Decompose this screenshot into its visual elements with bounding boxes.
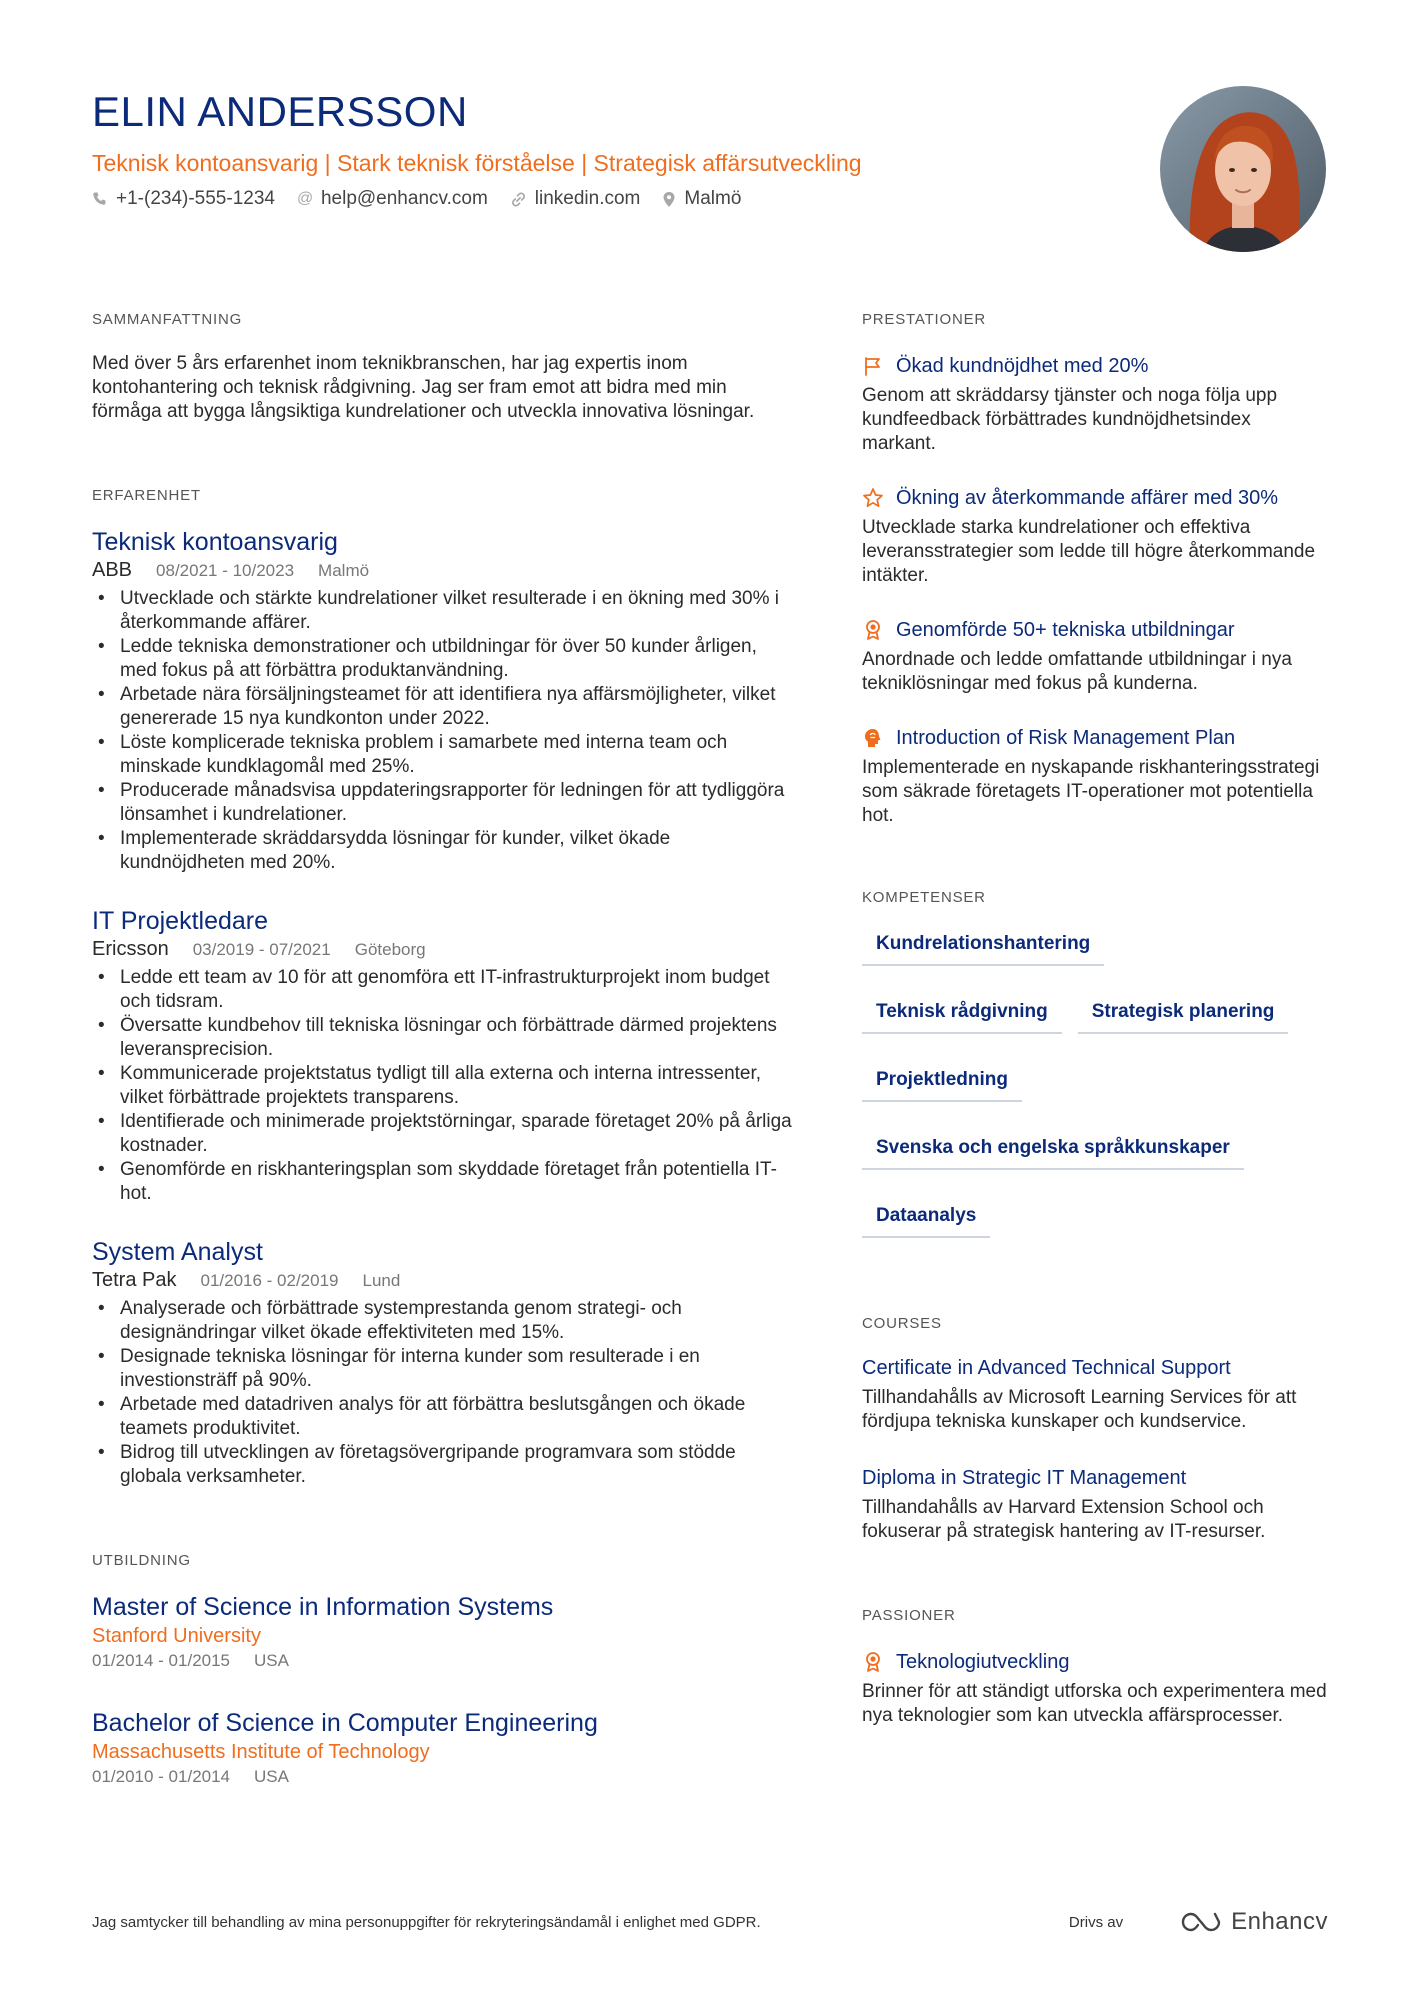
passion-head (862, 1648, 1327, 1676)
at-icon: @ (296, 190, 314, 207)
experience-section (92, 486, 792, 1489)
achievement-item (862, 484, 1327, 588)
course-text: Tillhandahålls av Harvard Extension School och fokuserar på strategisk hantering av IT-resurser. (862, 1497, 1266, 1542)
summary-section (92, 310, 792, 424)
achievement-title: Introduction of Risk Management Plan (896, 727, 1236, 749)
job-bullet: • Bidrog till utvecklingen av företagsövergripande programvara som stödde globala verksamheter. (92, 1441, 792, 1489)
candidate-name: ELIN ANDERSSON (92, 88, 468, 135)
job-company: Ericsson (92, 938, 169, 960)
job-bullet: • Utvecklade och stärkte kundrelationer vilket resulterade i en ökning med 30% i återkommande affärer. (92, 587, 792, 635)
job-title: IT Projektledare (92, 907, 269, 935)
job-bullet: • Designade tekniska lösningar för interna kunder som resulterade i en investionsträff på 90%. (92, 1345, 792, 1393)
job-location: Lund (362, 1271, 401, 1290)
candidate-tagline: Teknisk kontoansvarig | Stark teknisk förståelse | Strategisk affärsutveckling (92, 150, 862, 176)
skill-tag: Teknisk rådgivning (862, 994, 1062, 1034)
page-footer (92, 1908, 1328, 1936)
driven-by-label: Drivs av (1068, 1913, 1124, 1931)
achievement-text: Anordnade och ledde omfattande utbildningar i nya tekniklösningar med fokus på kunderna. (862, 649, 1292, 694)
education-entry (92, 1591, 792, 1673)
skills-section (862, 888, 1327, 1238)
section-title-skills: KOMPETENSER (862, 889, 986, 906)
contact-phone-text: +1-(234)-555-1234 (116, 188, 275, 209)
job-bullet: • Ledde ett team av 10 för att genomföra ett IT-infrastrukturprojekt inom budget och tidsram. (92, 966, 792, 1014)
job-bullet: • Arbetade nära försäljningsteamet för att identifiera nya affärsmöjligheter, vilket genererade 15 nya kundkonton under 2022. (92, 683, 792, 731)
job-dates: 03/2019 - 07/2021 (192, 940, 331, 959)
left-column (92, 310, 792, 1789)
contact-email[interactable] (297, 186, 488, 212)
education-meta (92, 1649, 792, 1673)
job-bullet: • Arbetade med datadriven analys för att förbättra beslutsgången och ökade teamets produktivitet. (92, 1393, 792, 1441)
job-company: ABB (92, 559, 133, 581)
skill-tag: Dataanalys (862, 1198, 990, 1238)
skill-tag: Projektledning (862, 1062, 1022, 1102)
achievement-text: Implementerade en nyskapande riskhanteringsstrategi som säkrade företagets IT-operationer mot potentiella hot. (862, 757, 1320, 826)
job-bullets (92, 1297, 792, 1489)
link-icon (510, 191, 527, 208)
job-bullet: • Genomförde en riskhanteringsplan som skyddade företaget från potentiella IT-hot. (92, 1158, 792, 1206)
courses-section (862, 1314, 1327, 1544)
section-title-achievements: PRESTATIONER (862, 311, 987, 328)
section-title-experience: ERFARENHET (92, 487, 201, 504)
contact-email-text: help@enhancv.com (320, 188, 488, 209)
job-bullet: • Identifierade och minimerade projektstörningar, sparade företaget 20% på årliga kostnader. (92, 1110, 792, 1158)
section-title-summary: SAMMANFATTNING (92, 311, 243, 328)
avatar (1160, 86, 1326, 252)
achievement-head (862, 724, 1327, 752)
skills-list (862, 926, 1327, 1238)
skill-tag: Kundrelationshantering (862, 926, 1104, 966)
profile-photo (1160, 86, 1326, 252)
brain-icon (862, 727, 884, 749)
skill-tag: Svenska och engelska språkkunskaper (862, 1130, 1244, 1170)
contact-location (662, 186, 741, 212)
section-title-education: UTBILDNING (92, 1552, 191, 1569)
school-name: Massachusetts Institute of Technology (92, 1741, 430, 1763)
right-column (862, 310, 1327, 1728)
section-title-courses: COURSES (862, 1315, 942, 1332)
achievement-head (862, 616, 1327, 644)
degree-title: Master of Science in Information Systems (92, 1593, 554, 1621)
job-entry (92, 526, 792, 875)
award-icon (862, 1651, 884, 1673)
contact-phone[interactable] (92, 186, 275, 212)
achievement-title: Genomförde 50+ tekniska utbildningar (896, 619, 1235, 641)
section-title-passions: PASSIONER (862, 1607, 956, 1624)
flag-icon (862, 355, 884, 377)
job-bullet: • Analyserade och förbättrade systemprestanda genom strategi- och designändringar vilket ökade effektiviteten med 15%. (92, 1297, 792, 1345)
achievement-item (862, 352, 1327, 456)
school-name: Stanford University (92, 1625, 261, 1647)
job-location: Göteborg (354, 940, 426, 959)
job-bullet: • Översatte kundbehov till tekniska lösningar och förbättrade därmed projektens leveransprecision. (92, 1014, 792, 1062)
contact-list (92, 186, 1142, 212)
skill-tag: Strategisk planering (1078, 994, 1289, 1034)
job-entry (92, 905, 792, 1206)
achievement-title: Ökning av återkommande affärer med 30% (896, 487, 1279, 509)
education-entry (92, 1707, 792, 1789)
achievement-text: Genom att skräddarsy tjänster och noga följa upp kundfeedback förbättrades kundnöjdhetsindex markant. (862, 385, 1278, 454)
achievement-head (862, 484, 1327, 512)
job-meta (92, 1268, 792, 1293)
job-bullet: • Producerade månadsvisa uppdateringsrapporter för ledningen för att tydliggöra lönsamhet i kundrelationer. (92, 779, 792, 827)
passion-title: Teknologiutveckling (896, 1651, 1070, 1673)
job-bullets (92, 966, 792, 1206)
contact-location-text: Malmö (684, 188, 742, 209)
job-meta (92, 937, 792, 962)
gdpr-consent: Jag samtycker till behandling av mina personuppgifter för rekryteringsändamål i enlighet med GDPR. (92, 1913, 761, 1931)
job-bullets (92, 587, 792, 875)
achievement-title: Ökad kundnöjdhet med 20% (896, 355, 1149, 377)
course-item (862, 1354, 1327, 1434)
education-location: USA (254, 1651, 289, 1670)
contact-linkedin[interactable] (510, 186, 641, 212)
job-title: System Analyst (92, 1238, 263, 1266)
job-bullet: • Ledde tekniska demonstrationer och utbildningar för över 50 kunder årligen, med fokus på att förbättra produktanvändning. (92, 635, 792, 683)
education-section (92, 1551, 792, 1789)
job-bullet: • Löste komplicerade tekniska problem i samarbete med interna team och minskade kundklagomål med 25%. (92, 731, 792, 779)
job-location: Malmö (318, 561, 370, 580)
job-bullet: • Implementerade skräddarsydda lösningar för kunder, vilket ökade kundnöjdheten med 20%. (92, 827, 792, 875)
enhancv-brand-name: Enhancv (1231, 1908, 1328, 1935)
course-title: Diploma in Strategic IT Management (862, 1467, 1187, 1489)
passion-item (862, 1648, 1327, 1728)
job-dates: 01/2016 - 02/2019 (200, 1271, 339, 1290)
course-text: Tillhandahålls av Microsoft Learning Services för att fördjupa tekniska kunskaper och kundservice. (862, 1387, 1297, 1432)
achievement-text: Utvecklade starka kundrelationer och effektiva leveransstrategier som ledde till högre återkommande intäkter. (862, 517, 1316, 586)
course-title: Certificate in Advanced Technical Support (862, 1357, 1231, 1379)
job-meta (92, 558, 792, 583)
job-bullet: • Kommunicerade projektstatus tydligt till alla externa och interna intressenter, vilket förbättrade projektets transparens. (92, 1062, 792, 1110)
education-dates: 01/2014 - 01/2015 (92, 1651, 231, 1670)
job-company: Tetra Pak (92, 1269, 177, 1291)
job-title: Teknisk kontoansvarig (92, 528, 338, 556)
achievement-item (862, 724, 1327, 828)
achievements-section (862, 310, 1327, 828)
job-entry (92, 1236, 792, 1489)
resume-header (92, 86, 1142, 212)
passion-text: Brinner för att ständigt utforska och experimentera med nya teknologier som kan utveckla affärsprocesser. (862, 1681, 1327, 1726)
contact-linkedin-text: linkedin.com (534, 188, 641, 209)
degree-title: Bachelor of Science in Computer Engineering (92, 1709, 598, 1737)
achievement-head (862, 352, 1327, 380)
passions-section (862, 1606, 1327, 1728)
award-icon (862, 619, 884, 641)
summary-text: Med över 5 års erfarenhet inom teknikbranschen, har jag expertis inom kontohantering och teknisk rådgivning. Jag ser fram emot att bidra med min förmåga att bygga långsiktiga kundrelationer och utveckla innovativa lösningar. (92, 353, 755, 422)
education-dates: 01/2010 - 01/2014 (92, 1767, 231, 1786)
education-location: USA (254, 1767, 289, 1786)
achievement-item (862, 616, 1327, 696)
phone-icon (92, 191, 108, 207)
course-item (862, 1464, 1327, 1544)
star-icon (862, 487, 884, 509)
enhancv-logo-icon (1179, 1910, 1223, 1934)
education-meta (92, 1765, 792, 1789)
job-dates: 08/2021 - 10/2023 (156, 561, 295, 580)
location-icon (662, 191, 676, 208)
enhancv-logo[interactable] (1179, 1908, 1328, 1936)
